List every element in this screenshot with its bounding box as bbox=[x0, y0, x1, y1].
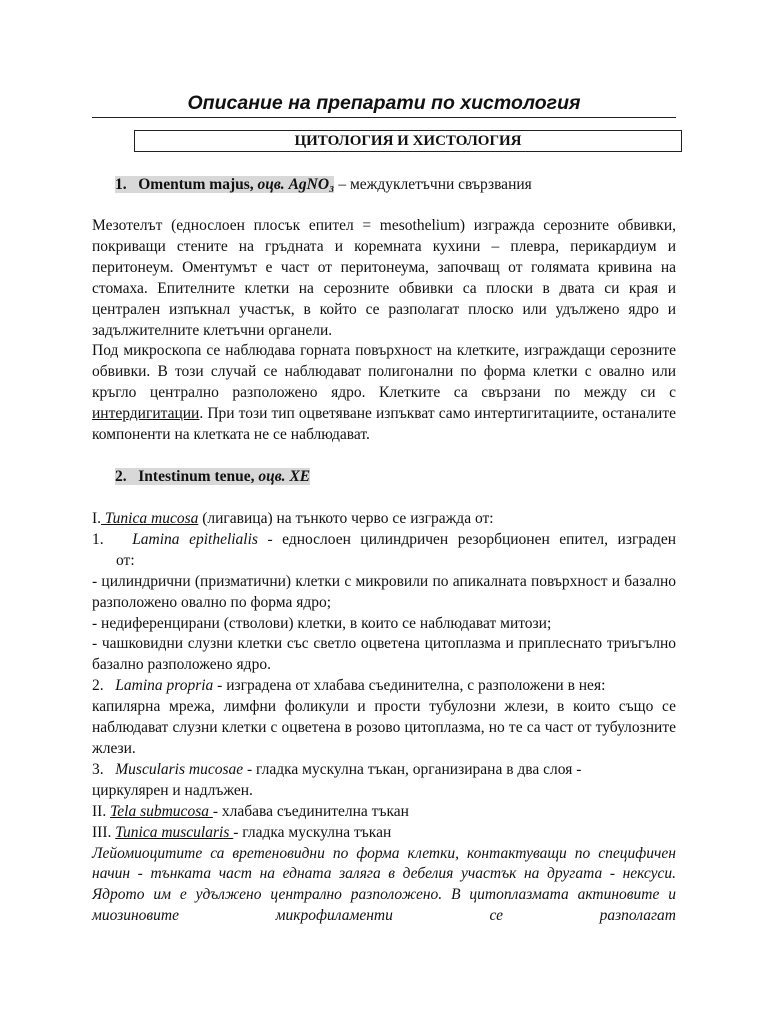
prep1-subtitle: – междуклетъчни свързвания bbox=[334, 176, 532, 193]
term-lamina-propria: Lamina propria bbox=[115, 677, 214, 695]
prep1-heading-highlight bbox=[115, 176, 334, 193]
prep1-para2-end: . При този тип оцветяване изпъкват само интертигитациите, останалите компоненти на клетката не се наблюдават. bbox=[92, 405, 676, 444]
prep2-body bbox=[92, 509, 676, 927]
item2-desc-continued: капилярна мрежа, лимфни фоликули и прости тубулозни жлези, в които също се наблюдават слузни клетки с оцветена в розово цитоплазма, но те са част от тубулозните жлези. bbox=[92, 698, 676, 757]
term-tela-submucosa: Tela submucosa bbox=[110, 802, 213, 820]
title-divider bbox=[92, 117, 676, 118]
item1-number: 1. bbox=[92, 530, 104, 548]
layer3-desc: - гладка мускулна тъкан bbox=[233, 823, 392, 841]
item-muscularis-mucosae bbox=[92, 760, 676, 781]
item3-desc: - гладка мускулна тъкан, организирана в два слоя - bbox=[243, 760, 582, 778]
layer1-desc: (лигавица) на тънкото черво се изгражда от: bbox=[198, 510, 494, 527]
layer2-desc: - хлабава съединителна тъкан bbox=[212, 802, 409, 820]
term-tunica-muscularis: Tunica muscularis bbox=[115, 823, 234, 841]
item-lamina-propria bbox=[92, 676, 676, 697]
item2-desc: - изградена от хлабава съединителна, с разположени в нея: bbox=[213, 677, 606, 695]
page-title: Описание на препарати по хистология bbox=[187, 92, 581, 114]
cell-type-goblet: - чашковидни слузни клетки със светло оцветена цитоплазма и приплеснато триъгълно базално разположено ядро. bbox=[92, 635, 676, 674]
item2-number: 2. bbox=[92, 677, 104, 695]
item1-desc: - еднослоен цилиндричен резорбционен епител, изграден bbox=[257, 530, 677, 548]
item3-desc-continued: циркулярен и надлъжен. bbox=[92, 781, 253, 799]
leiomyocyte-paragraph: Лейомиоцитите са вретеновидни по форма клетки, контактуващи по специфичен начин - тънката част на едната заляга в дебелия участък на другата - нексуси. Ядрото им е удължено централно разположено. В цитоплазмата актиновите и миозиновите микрофиламенти се разполагат bbox=[92, 844, 676, 925]
prep1-heading bbox=[115, 175, 532, 195]
prep1-stain: AgNO₃ bbox=[288, 176, 335, 193]
prep1-para2-text: Под микроскопа се наблюдава горната повърхност на клетките, изграждащи серозните обвивки. В този случай се наблюдават полигонални по форма клетки с овално или кръгло централно разположено ядро. Клетките са свързани по между си с bbox=[92, 342, 676, 402]
section-heading: ЦИТОЛОГИЯ И ХИСТОЛОГИЯ bbox=[134, 130, 682, 152]
prep2-heading bbox=[115, 467, 310, 487]
prep1-name: Omentum majus, bbox=[138, 176, 254, 193]
prep2-heading-highlight bbox=[115, 468, 310, 485]
term-tunica-mucosa: Tunica mucosa bbox=[101, 510, 199, 527]
layer2-number: II. bbox=[92, 802, 107, 820]
layer-tela-submucosa bbox=[92, 802, 676, 823]
prep2-name: Intestinum tenue, bbox=[138, 468, 255, 485]
cell-type-stem: - недиференцирани (стволови) клетки, в които се наблюдават митози; bbox=[92, 614, 552, 632]
item3-number: 3. bbox=[92, 760, 104, 778]
prep1-paragraph-1: Мезотелът (еднослоен плосък епител = mesothelium) изгражда серозните обвивки, покриващи стените на гръдната и коремната кухини – плевра, перикардиум и перитонеум. Оментумът е част от перитонеума, започващ от голямата кривина на стомаха. Епителните клетки на серозните обвивки са плоски в двата си края и централен изпъкнал участък, в който се разполагат плоско или удължено ядро и задължителните клетъчни органели. bbox=[92, 217, 676, 339]
item-lamina-epithelialis bbox=[92, 530, 676, 551]
cell-type-columnar: - цилиндрични (призматични) клетки с микровили по апикалната повърхност и базално разположено овално по форма ядро; bbox=[92, 572, 676, 611]
prep2-stain: ХЕ bbox=[289, 468, 311, 485]
term-muscularis-mucosae: Muscularis mucosae bbox=[115, 760, 244, 778]
prep1-paragraph-2 bbox=[92, 341, 676, 446]
prep1-body bbox=[92, 216, 676, 446]
layer3-number: III. bbox=[92, 823, 112, 841]
layer-tunica-mucosa bbox=[92, 509, 676, 530]
prep1-term-interdigitations: интердигитации bbox=[92, 405, 200, 423]
prep2-stain-label: оцв. bbox=[258, 468, 286, 485]
term-lamina-epithelialis: Lamina epithelialis bbox=[132, 530, 258, 548]
layer1-number: I. bbox=[92, 510, 102, 527]
layer-tunica-muscularis bbox=[92, 823, 676, 844]
prep1-stain-label: оцв. bbox=[257, 176, 285, 193]
prep2-number: 2. bbox=[115, 468, 127, 485]
item1-desc-continued: от: bbox=[116, 551, 135, 569]
prep1-number: 1. bbox=[115, 176, 127, 193]
